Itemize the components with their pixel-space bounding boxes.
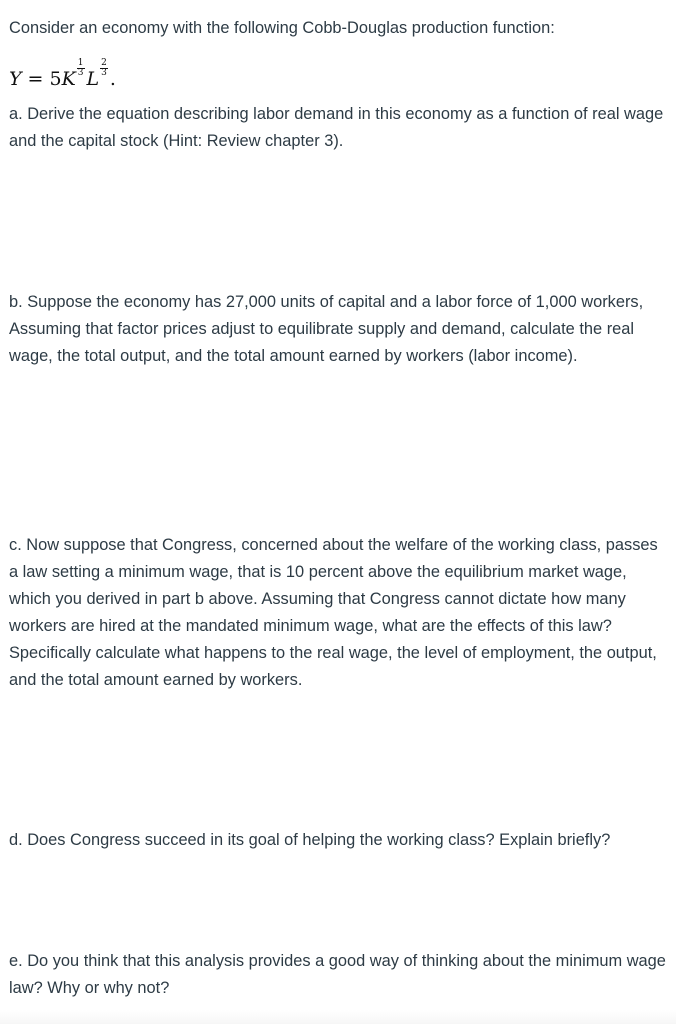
capital-exponent-denominator: 3 (77, 68, 84, 78)
question-e: e. Do you think that this analysis provides a good way of thinking about the minimum wage law? Why or why not? (9, 952, 666, 997)
formula-output-variable: Y (9, 68, 22, 90)
question-c: c. Now suppose that Congress, concerned about the welfare of the working class, passes a law setting a minimum wage, that is 10 percent above the equilibrium market wage, which you derived in part b above. Assuming that Congress cannot dictate how many workers are hired at the mandated minimum wage, what are the effects of this law? Specifically calculate what happens to the real wage, the level of employment, the output, and the total amount earned by workers. (9, 536, 658, 689)
formula-capital-exponent (77, 59, 85, 78)
question-d: d. Does Congress succeed in its goal of helping the working class? Explain briefly? (9, 831, 611, 849)
formula-period: . (109, 68, 116, 90)
formula-labor-variable: L (86, 68, 100, 90)
labor-exponent-numerator: 2 (101, 58, 107, 68)
page-bottom-edge (0, 1010, 676, 1024)
labor-exponent-denominator: 3 (101, 68, 107, 78)
question-a: a. Derive the equation describing labor demand in this economy as a function of real wage and the capital stock (Hint: Review chapter 3). (9, 105, 664, 150)
formula-coefficient: 5 (49, 68, 62, 90)
production-function-formula (9, 54, 116, 90)
formula-labor-exponent (100, 59, 108, 78)
problem-intro: Consider an economy with the following Cobb-Douglas production function: (9, 19, 555, 37)
capital-exponent-numerator: 1 (77, 58, 84, 68)
formula-equals-sign: = (27, 68, 44, 90)
question-b: b. Suppose the economy has 27,000 units of capital and a labor force of 1,000 workers, Assuming that factor prices adjust to equilibrate supply and demand, calculate the real wage, the total output, and the total amount earned by workers (labor income). (9, 293, 644, 365)
formula-capital-variable: K (61, 68, 76, 90)
